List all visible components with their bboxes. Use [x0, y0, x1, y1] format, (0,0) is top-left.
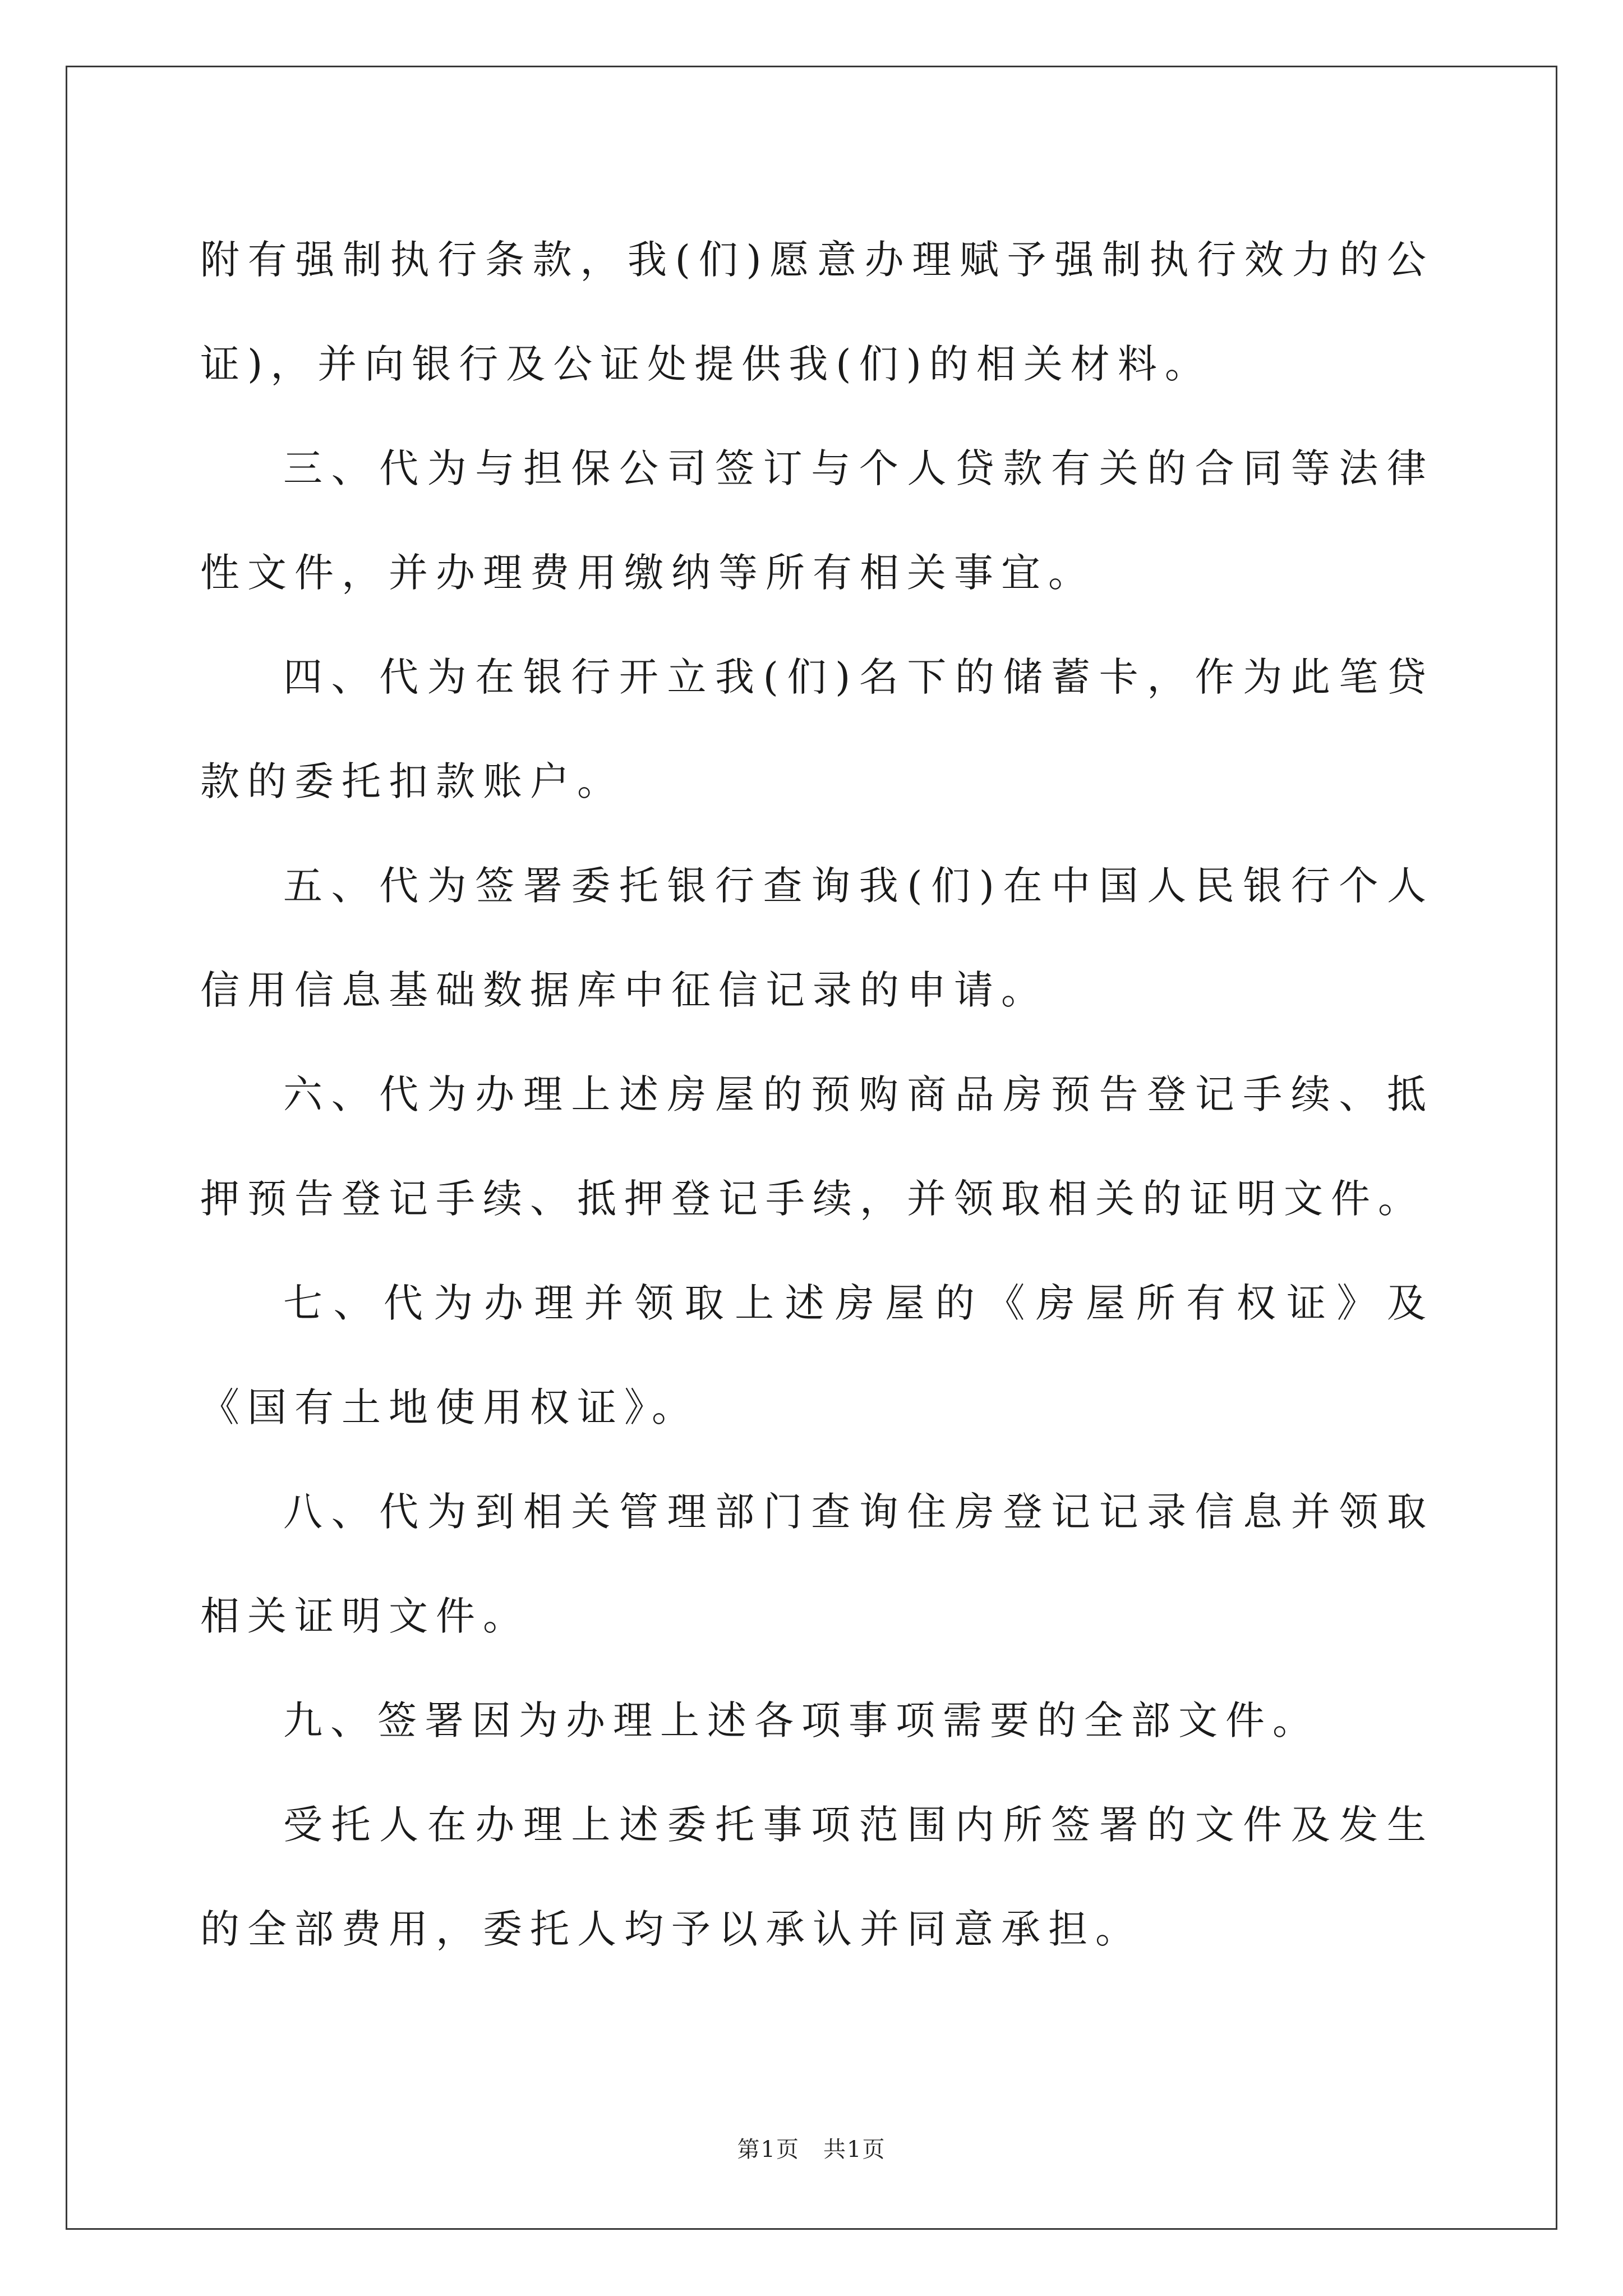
document-body: [200, 208, 1434, 1981]
paragraph-item-6: 六、代为办理上述房屋的预购商品房预告登记手续、抵押预告登记手续、抵押登记手续，并领取相关的证明文件。: [200, 1071, 1434, 1222]
paragraph-item-5: 五、代为签署委托银行查询我(们)在中国人民银行个人信用信息基础数据库中征信记录的申请。: [200, 863, 1434, 1013]
page-number-footer: 第1页 共1页: [737, 2137, 886, 2162]
paragraph-item-3: 三、代为与担保公司签订与个人贷款有关的合同等法律性文件，并办理费用缴纳等所有相关事宜。: [200, 445, 1434, 596]
paragraph-item-8: 八、代为到相关管理部门查询住房登记记录信息并领取相关证明文件。: [200, 1489, 1434, 1639]
paragraph-continuation: 附有强制执行条款，我(们)愿意办理赋予强制执行效力的公证)，并向银行及公证处提供我(们)的相关材料。: [200, 237, 1434, 387]
paragraph-closing: 受托人在办理上述委托事项范围内所签署的文件及发生的全部费用，委托人均予以承认并同意承担。: [200, 1802, 1434, 1952]
paragraph-item-7: 七、代为办理并领取上述房屋的《房屋所有权证》及《国有土地使用权证》。: [200, 1280, 1434, 1430]
paragraph-item-4: 四、代为在银行开立我(们)名下的储蓄卡，作为此笔贷款的委托扣款账户。: [200, 654, 1434, 804]
paragraph-item-9: 九、签署因为办理上述各项事项需要的全部文件。: [283, 1697, 1320, 1743]
